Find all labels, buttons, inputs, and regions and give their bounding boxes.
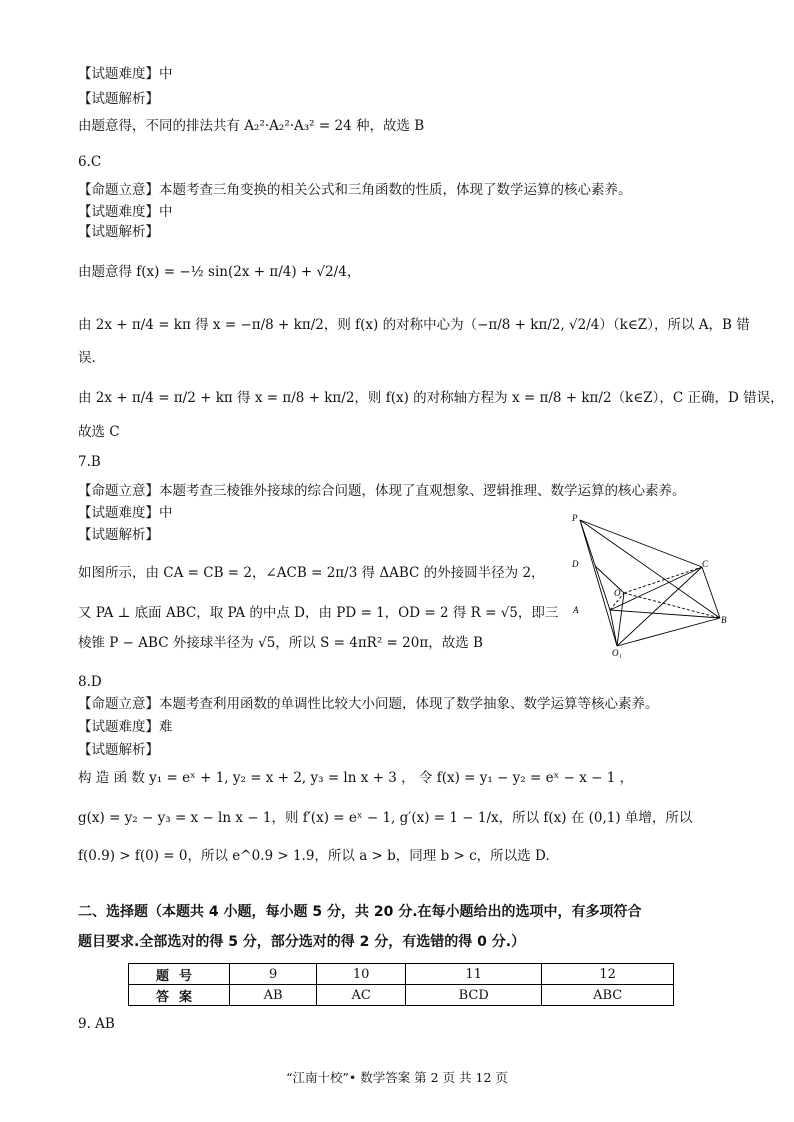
solution-text: 由 2x + π/4 = kπ 得 x = −π/8 + kπ/2，则 f(x) 的对称中心为（−π/8 + kπ/2, √2/4）（k∈Z），所以 A，B 错 bbox=[78, 317, 750, 333]
pyramid-figure bbox=[562, 510, 732, 660]
table-cell: AC bbox=[317, 985, 406, 1006]
analysis-heading: 【试题解析】 bbox=[78, 742, 159, 758]
intent-line: 【命题立意】本题考查三棱锥外接球的综合问题，体现了直观想象、逻辑推理、数学运算的核心素养。 bbox=[78, 483, 686, 499]
table-cell: 12 bbox=[542, 964, 674, 985]
label-b: B bbox=[721, 615, 727, 625]
label-c: C bbox=[702, 559, 709, 569]
table-header-cell: 题号 bbox=[129, 964, 230, 985]
analysis-heading: 【试题解析】 bbox=[78, 91, 159, 107]
intent-line: 【命题立意】本题考查三角变换的相关公式和三角函数的性质，体现了数学运算的核心素养。 bbox=[78, 182, 632, 198]
label-o1: O₁ bbox=[612, 648, 622, 658]
question-number: 7.B bbox=[78, 454, 101, 470]
solution-text: 由 2x + π/4 = π/2 + kπ 得 x = π/8 + kπ/2，则 f(x) 的对称轴方程为 x = π/8 + kπ/2（k∈Z），C 正确，D 错误， bbox=[78, 390, 784, 406]
answer-table bbox=[128, 963, 674, 1006]
solution-text: 由题意得，不同的排法共有 A₂²·A₂²·A₃² = 24 种，故选 B bbox=[78, 118, 425, 134]
difficulty-line: 【试题难度】难 bbox=[78, 719, 173, 735]
solution-text: 由题意得 f(x) = −½ sin(2x + π/4) + √2/4， bbox=[78, 264, 361, 280]
solution-text: 故选 C bbox=[78, 424, 120, 440]
solution-text: 又 PA ⊥ 底面 ABC，取 PA 的中点 D，由 PD = 1，OD = 2 得 R = √5，即三 bbox=[78, 605, 559, 621]
question-number: 9. AB bbox=[78, 1016, 115, 1032]
solution-text: g(x) = y₂ − y₃ = x − ln x − 1，则 f′(x) = eˣ − 1, g′(x) = 1 − 1/x，所以 f(x) 在 (0,1) 单增，所以 bbox=[78, 810, 693, 826]
solution-text: 棱锥 P − ABC 外接球半径为 √5，所以 S = 4πR² = 20π，故选 B bbox=[78, 635, 483, 651]
solution-text: 如图所示，由 CA = CB = 2，∠ACB = 2π/3 得 ΔABC 的外接圆半径为 2， bbox=[78, 565, 545, 581]
table-cell: 11 bbox=[406, 964, 542, 985]
solution-text: 构 造 函 数 y₁ = eˣ + 1, y₂ = x + 2, y₃ = ln x + 3 ， 令 f(x) = y₁ − y₂ = eˣ − x − 1 ， bbox=[78, 770, 634, 786]
label-o: O bbox=[614, 588, 621, 598]
table-cell: ABC bbox=[542, 985, 674, 1006]
question-number: 6.C bbox=[78, 154, 102, 170]
label-d: D bbox=[572, 559, 579, 569]
label-p: P bbox=[572, 513, 578, 523]
label-a: A bbox=[573, 605, 579, 615]
difficulty-line: 【试题难度】中 bbox=[78, 66, 173, 82]
difficulty-line: 【试题难度】中 bbox=[78, 505, 173, 521]
table-cell: 10 bbox=[317, 964, 406, 985]
question-number: 8.D bbox=[78, 674, 102, 690]
analysis-heading: 【试题解析】 bbox=[78, 224, 159, 240]
difficulty-line: 【试题难度】中 bbox=[78, 204, 173, 220]
section-heading: 二、选择题（本题共 4 小题，每小题 5 分，共 20 分.在每小题给出的选项中，有多项符合 bbox=[78, 904, 642, 920]
section-heading: 题目要求.全部选对的得 5 分，部分选对的得 2 分，有选错的得 0 分.） bbox=[78, 934, 526, 950]
table-cell: 9 bbox=[230, 964, 317, 985]
page-footer: “江南十校”• 数学答案 第 2 页 共 12 页 bbox=[286, 1070, 508, 1085]
table-row bbox=[129, 964, 674, 985]
analysis-heading: 【试题解析】 bbox=[78, 527, 159, 543]
intent-line: 【命题立意】本题考查利用函数的单调性比较大小问题，体现了数学抽象、数学运算等核心素养。 bbox=[78, 696, 659, 712]
table-row bbox=[129, 985, 674, 1006]
table-header-cell: 答案 bbox=[129, 985, 230, 1006]
table-cell: AB bbox=[230, 985, 317, 1006]
solution-text: 误. bbox=[78, 350, 96, 366]
solution-text: f(0.9) > f(0) = 0，所以 e^0.9 > 1.9，所以 a > b，同理 b > c，所以选 D. bbox=[78, 848, 550, 864]
table-cell: BCD bbox=[406, 985, 542, 1006]
